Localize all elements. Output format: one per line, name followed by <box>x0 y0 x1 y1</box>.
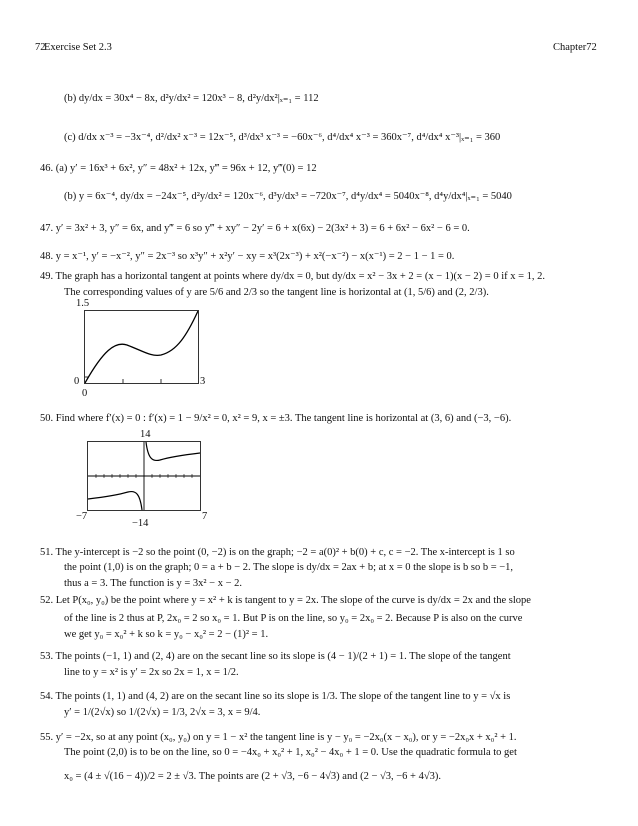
problem-46a: 46. (a) y′ = 16x³ + 6x², y″ = 48x² + 12x, y‴ = 96x + 12, y‴(0) = 12 <box>40 163 317 174</box>
problem-54-line2: y′ = 1/(2√x) so 1/(2√x) = 1/3, 2√x = 3, x = 9/4. <box>64 707 261 718</box>
page-number: 72 <box>35 42 46 53</box>
problem-45c: (c) d/dx x⁻³ = −3x⁻⁴, d²/dx² x⁻³ = 12x⁻⁵, d³/dx³ x⁻³ = −60x⁻⁶, d⁴/dx⁴ x⁻³ = 360x⁻⁷, d⁴/dx⁴ x⁻³|ₓ₌₁ = 360 <box>64 132 501 143</box>
graph50-plot <box>87 441 201 511</box>
problem-46b: (b) y = 6x⁻⁴, dy/dx = −24x⁻⁵, d²y/dx² = 120x⁻⁶, d³y/dx³ = −720x⁻⁷, d⁴y/dx⁴ = 5040x⁻⁸, d⁴y/dx⁴|ₓ₌₁ = 5040 <box>64 191 512 202</box>
chapter-label <box>553 42 597 53</box>
section-title: Exercise Set 2.3 <box>44 42 112 53</box>
chapter-number: 72 <box>586 42 597 53</box>
problem-52-line3: we get y₀ = x₀² + k so k = y₀ − x₀² = 2 − (1)² = 1. <box>64 629 269 640</box>
problem-52-line2: of the line is 2 thus at P, 2x₀ = 2 so x₀ = 1. But P is on the line, so y₀ = 2x₀ = 2. Because P is also on the curve <box>64 613 523 624</box>
graph50-x-left-label: −7 <box>76 511 88 522</box>
problem-53-line1: 53. The points (−1, 1) and (2, 4) are on the secant line so its slope is (4 − 1)/(2 + 1) = 1. The slope of the tangent <box>40 651 511 662</box>
chapter-word: Chapter <box>553 42 587 53</box>
graph49-x-left-label: 0 <box>82 388 88 399</box>
graph50-curve <box>88 442 200 510</box>
problem-54-line1: 54. The points (1, 1) and (4, 2) are on the secant line so its slope is 1/3. The slope of the tangent line to y = √x is <box>40 691 511 702</box>
problem-50: 50. Find where f′(x) = 0 : f′(x) = 1 − 9/x² = 0, x² = 9, x = ±3. The tangent line is horizontal at (3, 6) and (−3, −6). <box>40 413 512 424</box>
problem-55-line3: x₀ = (4 ± √(16 − 4))/2 = 2 ± √3. The points are (2 + √3, −6 − 4√3) and (2 − √3, −6 + 4√3). <box>64 771 441 782</box>
graph50-x-right-label: 7 <box>202 511 208 522</box>
problem-48: 48. y = x⁻¹, y′ = −x⁻², y″ = 2x⁻³ so x³y″ + x²y′ − xy = x³(2x⁻³) + x²(−x⁻²) − x(x⁻¹) = 2 − 1 − 1 = 0. <box>40 251 455 262</box>
problem-47: 47. y′ = 3x² + 3, y″ = 6x, and y‴ = 6 so y‴ + xy″ − 2y′ = 6 + x(6x) − 2(3x² + 3) = 6 + 6x² − 6x² − 6 = 0. <box>40 223 470 234</box>
graph49-y-top-label: 1.5 <box>76 298 90 309</box>
problem-53-line2: line to y = x² is y′ = 2x so 2x = 1, x = 1/2. <box>64 667 239 678</box>
problem-55-line2: The point (2,0) is to be on the line, so 0 = −4x₀ + x₀² + 1, x₀² − 4x₀ + 1 = 0. Use the quadratic formula to get <box>64 747 517 758</box>
problem-49-line2: The corresponding values of y are 5/6 and 2/3 so the tangent line is horizontal at (1, 5/6) and (2, 2/3). <box>64 287 489 298</box>
problem-55-line1: 55. y′ = −2x, so at any point (x₀, y₀) on y = 1 − x² the tangent line is y − y₀ = −2x₀(x − x₀), or y = −2x₀x + x₀² + 1. <box>40 732 517 743</box>
problem-51-line3: thus a = 3. The function is y = 3x² − x − 2. <box>64 578 243 589</box>
problem-51-line2: the point (1,0) is on the graph; 0 = a + b − 2. The slope is dy/dx = 2ax + b; at x = 0 the slope is b so b = −1, <box>64 562 514 573</box>
graph49-plot <box>84 310 199 384</box>
graph49-y-bottom-label: 0 <box>74 376 80 387</box>
graph50-y-bottom-label: −14 <box>132 518 149 529</box>
graph49-x-right-label: 3 <box>200 376 206 387</box>
problem-52-line1: 52. Let P(x₀, y₀) be the point where y = x² + k is tangent to y = 2x. The slope of the curve is dy/dx = 2x and the slope <box>40 595 531 606</box>
problem-51-line1: 51. The y-intercept is −2 so the point (0, −2) is on the graph; −2 = a(0)² + b(0) + c, c = −2. The x-intercept is 1 so <box>40 547 515 558</box>
graph50-y-top-label: 14 <box>140 429 151 440</box>
problem-45b: (b) dy/dx = 30x⁴ − 8x, d²y/dx² = 120x³ − 8, d²y/dx²|ₓ₌₁ = 112 <box>64 93 319 104</box>
problem-49-line1: 49. The graph has a horizontal tangent at points where dy/dx = 0, but dy/dx = x² − 3x + 2 = (x − 1)(x − 2) = 0 if x = 1, 2. <box>40 271 546 282</box>
graph49-curve <box>85 311 198 383</box>
